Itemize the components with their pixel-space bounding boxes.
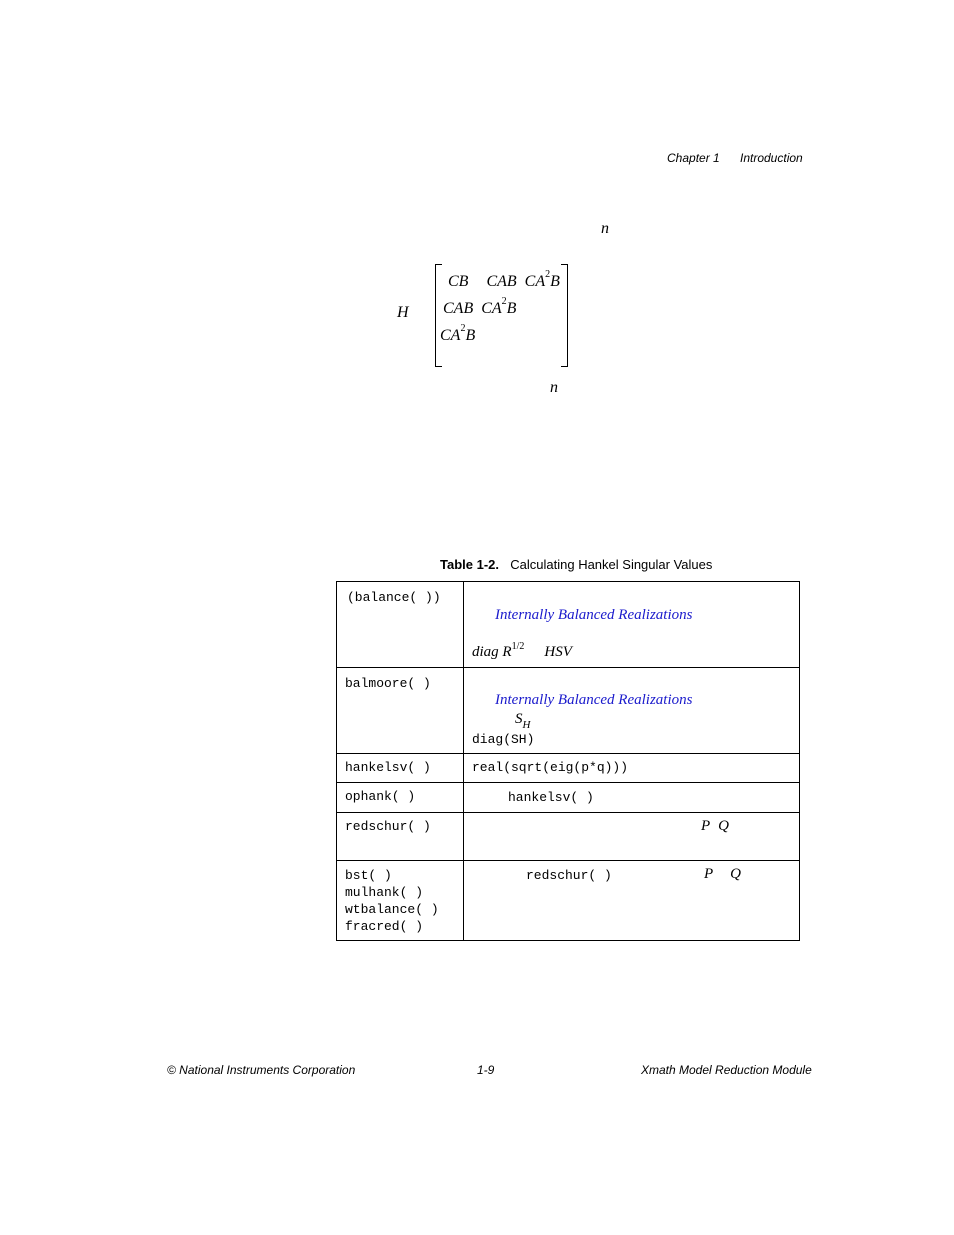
n-label-top: n <box>601 220 609 237</box>
diag-sh-code: diag(SH) <box>472 732 535 747</box>
internally-balanced-link[interactable]: Internally Balanced Realizations <box>495 692 693 708</box>
pq-symbols: P Q <box>701 818 730 834</box>
description-cell <box>464 582 800 668</box>
table-caption-label: Table 1-2. <box>440 557 500 572</box>
sh-symbol: $S_H$ <box>515 711 531 731</box>
description-cell <box>464 861 800 941</box>
redschur-code: redschur( ) <box>526 868 612 883</box>
function-name: balmoore( ) <box>345 676 431 691</box>
function-cell <box>337 668 464 754</box>
hankelsv-code: hankelsv( ) <box>508 790 594 805</box>
function-name: (balance( )) <box>347 590 441 605</box>
matrix-row-1: CB CAB $CA^2B$ <box>448 269 560 290</box>
function-cell <box>337 861 464 941</box>
function-name: hankelsv( ) <box>345 760 431 775</box>
table-caption <box>440 557 712 572</box>
table-row <box>337 813 800 861</box>
function-cell <box>337 813 464 861</box>
function-cell <box>337 783 464 813</box>
internally-balanced-link[interactable]: Internally Balanced Realizations <box>495 607 693 623</box>
n-label-bottom: n <box>550 379 558 396</box>
matrix-right-bracket <box>561 264 568 367</box>
matrix-left-bracket <box>435 264 442 367</box>
description-cell <box>464 668 800 754</box>
function-list <box>345 867 439 935</box>
description-cell <box>464 783 800 813</box>
function-name: redschur( ) <box>345 819 431 834</box>
matrix-row-2: CAB $CA^2B$ <box>443 296 517 317</box>
pq-symbols: P Q <box>704 866 742 882</box>
table-row <box>337 754 800 783</box>
hankel-singular-values-table <box>336 581 800 941</box>
table-row <box>337 861 800 941</box>
table-row <box>337 582 800 668</box>
footer-page-number: 1-9 <box>477 1063 495 1077</box>
diag-expression: diag $R^{1/2}$ HSV <box>472 641 572 660</box>
header-section: Introduction <box>740 151 803 165</box>
table-row <box>337 668 800 754</box>
footer-product-name: Xmath Model Reduction Module <box>641 1063 812 1077</box>
function-name: ophank( ) <box>345 789 416 804</box>
header-chapter: Chapter 1 <box>667 151 720 165</box>
function-name: mulhank( ) <box>345 885 424 900</box>
function-name: wtbalance( ) <box>345 902 439 917</box>
function-name: fracred( ) <box>345 919 424 934</box>
function-name: bst( ) <box>345 868 392 883</box>
table-caption-text: Calculating Hankel Singular Values <box>510 557 713 572</box>
function-cell <box>337 582 464 668</box>
matrix-row-3: $CA^2B$ <box>440 323 476 344</box>
function-cell <box>337 754 464 783</box>
eig-code: real(sqrt(eig(p*q))) <box>472 760 629 775</box>
description-cell <box>464 813 800 861</box>
hankel-symbol: H <box>397 304 409 321</box>
table-row <box>337 783 800 813</box>
description-cell <box>464 754 800 783</box>
footer-copyright: © National Instruments Corporation <box>167 1063 356 1077</box>
